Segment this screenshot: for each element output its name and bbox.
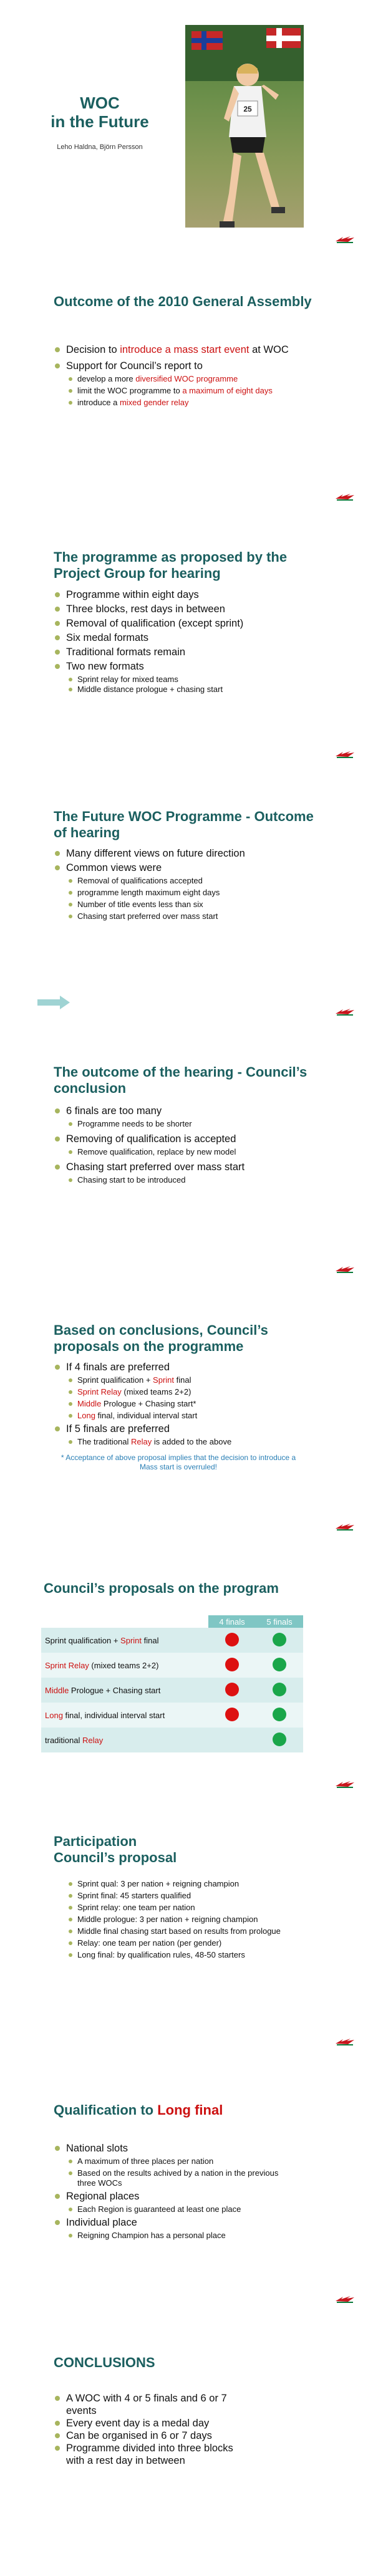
runner-illustration — [185, 25, 304, 228]
bullet-item: Traditional formats remain — [54, 646, 316, 658]
slide-title: Council’s proposals on the program — [44, 1580, 279, 1596]
iof-logo — [334, 2295, 356, 2304]
slide-title: The programme as proposed by the Project Group for hearing — [54, 549, 288, 581]
iof-logo — [334, 750, 356, 759]
bullet-item: Programme divided into three blocks with a rest day in between — [54, 2442, 253, 2467]
slide-title: CONCLUSIONS — [54, 2355, 155, 2370]
green-dot-icon — [273, 1733, 286, 1746]
bullet-item: Two new formats — [54, 660, 316, 673]
table-row — [41, 1728, 303, 1752]
slide-7 — [0, 1545, 368, 1802]
slide-4 — [0, 772, 368, 1030]
table-cell-4-finals — [208, 1728, 256, 1752]
sub-bullet-item: Middle prologue: 3 per nation + reigning champion — [54, 1915, 316, 1925]
bullet-item: Six medal formats — [54, 632, 316, 644]
bullet-item: National slots — [54, 2142, 303, 2155]
sub-bullet-item: develop a more diversified WOC programme — [54, 374, 297, 384]
bullet-item: Many different views on future direction — [54, 847, 316, 860]
slide-title: The Future WOC Programme - Outcome of hearing — [54, 809, 314, 840]
sub-bullet-item: Removal of qualifications accepted — [54, 876, 316, 886]
sub-bullet-item: Sprint final: 45 starters qualified — [54, 1891, 316, 1901]
bullet-list — [54, 1361, 316, 1479]
runner-photo — [185, 25, 304, 228]
slide-title: WOC — [80, 94, 120, 112]
table-cell-4-finals — [208, 1653, 256, 1678]
slide-3 — [0, 515, 368, 772]
red-dot-icon — [225, 1683, 239, 1696]
bullet-item: Chasing start preferred over mass start — [54, 1161, 316, 1173]
title-block — [37, 94, 162, 151]
bullet-item: A WOC with 4 or 5 finals and 6 or 7 events — [54, 2392, 253, 2417]
iof-logo — [334, 1780, 356, 1789]
table-row — [41, 1703, 303, 1728]
sub-bullet-item: limit the WOC programme to a maximum of eight days — [54, 386, 297, 396]
slide-6 — [0, 1287, 368, 1545]
bullet-list — [54, 2392, 253, 2467]
iof-logo — [334, 493, 356, 501]
table-row — [41, 1653, 303, 1678]
bullet-item: 6 finals are too many — [54, 1105, 316, 1117]
table-cell-4-finals — [208, 1628, 256, 1653]
table-cell-5-finals — [256, 1703, 303, 1728]
iof-logo — [334, 1522, 356, 1531]
bullet-item: Individual place — [54, 2216, 303, 2229]
slide-8 — [0, 1802, 368, 2060]
red-dot-icon — [225, 1633, 239, 1646]
red-dot-icon — [225, 1708, 239, 1721]
authors: Leho Haldna, Björn Persson — [57, 143, 143, 151]
bullet-item: Removal of qualification (except sprint) — [54, 617, 316, 630]
bullet-list — [54, 1105, 316, 1185]
bullet-item: Support for Council’s report to — [54, 360, 297, 372]
sub-bullet-item: Chasing start preferred over mass start — [54, 911, 316, 921]
bullet-item: Can be organised in 6 or 7 days — [54, 2429, 253, 2442]
bullet-list — [54, 344, 297, 408]
bullet-list — [54, 1877, 316, 1960]
bullet-item: Common views were — [54, 862, 316, 874]
sub-bullet-item: Reigning Champion has a personal place — [54, 2231, 303, 2241]
sub-bullet-item: programme length maximum eight days — [54, 888, 316, 898]
iof-logo — [334, 235, 356, 244]
slide-10 — [0, 2317, 368, 2575]
bullet-item: Removing of qualification is accepted — [54, 1133, 316, 1145]
sub-bullet-item: Sprint Relay (mixed teams 2+2) — [54, 1387, 316, 1397]
table-cell-event: Middle Prologue + Chasing start — [41, 1678, 208, 1703]
table-cell-event: Sprint Relay (mixed teams 2+2) — [41, 1653, 208, 1678]
bullet-item: Programme within eight days — [54, 589, 316, 601]
bullet-list — [54, 589, 316, 694]
sub-bullet-item: A maximum of three places per nation — [54, 2156, 303, 2166]
table-header-5-finals: 5 finals — [256, 1615, 303, 1628]
bullet-item: Decision to introduce a mass start event at WOC — [54, 344, 297, 356]
sub-bullet-item: Sprint relay: one team per nation — [54, 1903, 316, 1913]
sub-bullet-item: Long final, individual interval start — [54, 1411, 316, 1421]
slide-2 — [0, 257, 368, 515]
green-dot-icon — [273, 1708, 286, 1721]
slide-title: Based on conclusions, Council’s proposals on the programme — [54, 1322, 268, 1354]
footnote: * Acceptance of above proposal implies that the decision to introduce a Mass start is overruled! — [61, 1453, 296, 1471]
table-cell-5-finals — [256, 1628, 303, 1653]
bullet-item: Three blocks, rest days in between — [54, 603, 316, 615]
sub-bullet-item: Number of title events less than six — [54, 900, 316, 910]
sub-bullet-item: Chasing start to be introduced — [54, 1175, 316, 1185]
green-dot-icon — [273, 1633, 286, 1646]
iof-logo — [334, 2037, 356, 2046]
table-cell-event: traditional Relay — [41, 1728, 208, 1752]
slide-title: Qualification to Long final — [54, 2102, 223, 2118]
sub-bullet-item: Remove qualification, replace by new model — [54, 1147, 316, 1157]
sub-bullet-item: Each Region is guaranteed at least one place — [54, 2204, 303, 2214]
table-row — [41, 1628, 303, 1653]
sub-bullet-item: Based on the results achived by a nation in the previous three WOCs — [54, 2168, 289, 2188]
table-cell-4-finals — [208, 1678, 256, 1703]
slide-5 — [0, 1030, 368, 1287]
slide-subtitle: in the Future — [51, 112, 149, 131]
sub-bullet-item: Relay: one team per nation (per gender) — [54, 1938, 316, 1948]
slide-title: Outcome of the 2010 General Assembly — [54, 294, 312, 309]
table-cell-5-finals — [256, 1728, 303, 1752]
table-cell-event: Long final, individual interval start — [41, 1703, 208, 1728]
bullet-item: If 4 finals are preferred — [54, 1361, 316, 1373]
iof-logo — [334, 1265, 356, 1274]
bullet-list — [54, 847, 316, 921]
slide-1 — [0, 0, 368, 257]
sub-bullet-item: Sprint qualification + Sprint final — [54, 1375, 316, 1385]
table-cell-5-finals — [256, 1653, 303, 1678]
bullet-item: Every event day is a medal day — [54, 2417, 253, 2429]
table-cell-4-finals — [208, 1703, 256, 1728]
bullet-item: If 5 finals are preferred — [54, 1423, 316, 1435]
sub-bullet-item: Sprint qual: 3 per nation + reigning champion — [54, 1879, 316, 1889]
table-cell-5-finals — [256, 1678, 303, 1703]
arrow-right-icon — [37, 996, 70, 1009]
slide-9 — [0, 2060, 368, 2317]
bib-number: 25 — [243, 105, 252, 113]
table-header-empty — [41, 1615, 208, 1628]
sub-bullet-item: Middle final chasing start based on results from prologue — [54, 1926, 308, 1936]
table-cell-event: Sprint qualification + Sprint final — [41, 1628, 208, 1653]
sub-bullet-item: Middle Prologue + Chasing start* — [54, 1399, 316, 1409]
bullet-item: Regional places — [54, 2190, 303, 2203]
proposal-table — [41, 1615, 303, 1752]
table-header-row — [41, 1615, 303, 1628]
sub-bullet-item: Sprint relay for mixed teams — [54, 675, 316, 685]
bullet-list — [54, 2142, 303, 2241]
sub-bullet-item: Middle distance prologue + chasing start — [54, 685, 316, 694]
sub-bullet-item: Programme needs to be shorter — [54, 1119, 316, 1129]
green-dot-icon — [273, 1658, 286, 1671]
slide-title: The outcome of the hearing - Council’s conclusion — [54, 1064, 307, 1096]
slide-title: Participation Council’s proposal — [54, 1833, 177, 1865]
sub-bullet-item: Long final: by qualification rules, 48-50 starters — [54, 1950, 316, 1960]
table-row — [41, 1678, 303, 1703]
sub-bullet-item: introduce a mixed gender relay — [54, 398, 297, 408]
green-dot-icon — [273, 1683, 286, 1696]
table-header-4-finals: 4 finals — [208, 1615, 256, 1628]
sub-bullet-item: The traditional Relay is added to the above — [54, 1437, 316, 1447]
iof-logo — [334, 1007, 356, 1016]
red-dot-icon — [225, 1658, 239, 1671]
